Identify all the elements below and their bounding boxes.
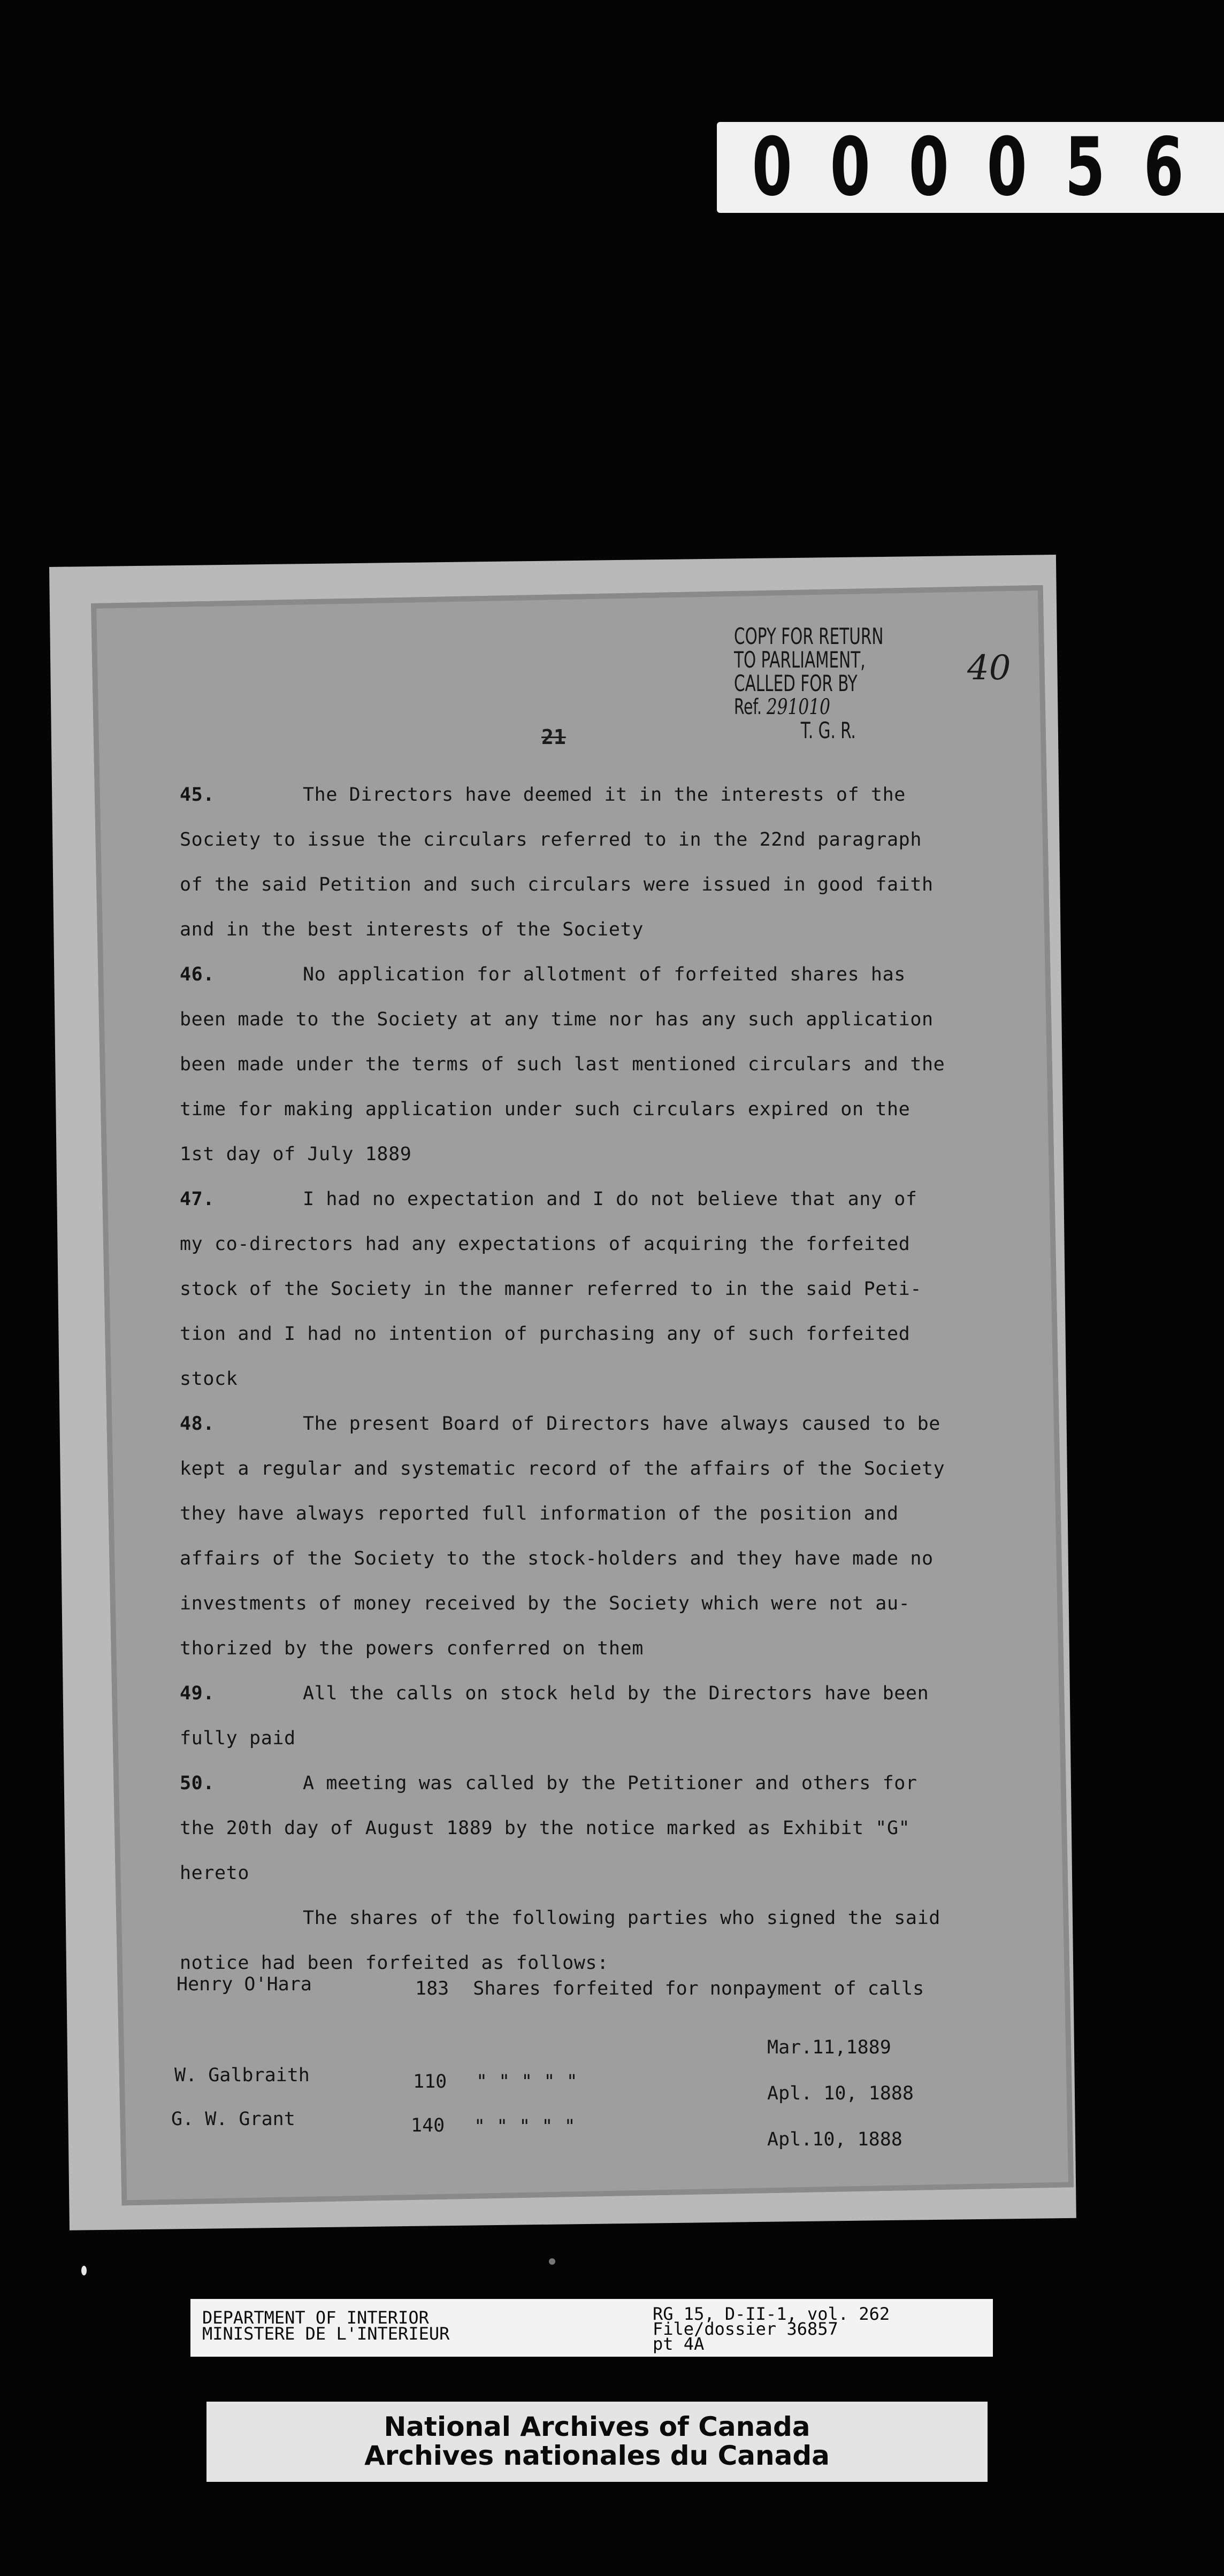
text-line: [180, 1761, 971, 1806]
text-line: [180, 1851, 971, 1896]
text-line: [180, 817, 971, 862]
table-row: [177, 1974, 312, 1995]
text-line: [180, 772, 971, 817]
text-line: [180, 1087, 971, 1132]
archive-name-fr: Archives nationales du Canada: [364, 2440, 830, 2471]
shareholder-name: G. W. Grant: [171, 2109, 295, 2130]
text-line: [180, 1536, 971, 1581]
text-line: [180, 1222, 971, 1267]
department-name: [202, 2307, 450, 2344]
file-reference: [653, 2304, 890, 2354]
paragraph-text: kept a regular and systematic record of the affairs of the Society: [180, 1458, 945, 1479]
share-count: 110: [413, 2071, 447, 2092]
ditto-marks: " " " " ": [476, 2071, 578, 2092]
frame-digit: 0: [752, 121, 792, 214]
paragraph-number: 45.: [180, 784, 215, 806]
text-line: [180, 862, 971, 907]
stamp-line: TO PARLIAMENT,: [734, 647, 866, 673]
department-en: DEPARTMENT OF INTERIOR: [202, 2307, 429, 2328]
text-line: [180, 907, 971, 952]
table-row: [415, 1978, 924, 1999]
text-line: [180, 1446, 971, 1491]
paragraph-text: time for making application under such circulars expired on the: [180, 1099, 911, 1120]
ditto-marks: " " " " ": [474, 2116, 576, 2137]
paragraph-text: the 20th day of August 1889 by the notice marked as Exhibit "G": [180, 1818, 911, 1839]
paragraph-text: The shares of the following parties who signed the said: [303, 1907, 940, 1929]
paragraph-text: been made to the Society at any time nor has any such application: [180, 1009, 934, 1030]
stamp-ref: [734, 695, 901, 719]
paragraph-text: of the said Petition and such circulars were issued in good faith: [180, 874, 934, 895]
paragraph-text: my co-directors had any expectations of acquiring the forfeited: [180, 1233, 911, 1255]
text-line: [180, 952, 971, 997]
folio-number: 40: [967, 648, 1011, 688]
paragraph-text: No application for allotment of forfeited shares has: [303, 964, 906, 985]
parliament-return-stamp: [734, 625, 901, 742]
page-number: 21: [541, 725, 566, 749]
text-line: [180, 1671, 971, 1716]
dust-speck: [81, 2266, 87, 2275]
paragraph-text: affairs of the Society to the stock-holders and they have made no: [180, 1548, 934, 1569]
paragraph-text: hereto: [180, 1862, 250, 1884]
frame-digit: 6: [1143, 121, 1184, 214]
stamp-ref-label: Ref.: [734, 695, 762, 719]
forfeit-reason: Shares forfeited for nonpayment of calls: [473, 1978, 924, 1999]
text-line: [180, 1356, 971, 1401]
paragraph-number: 49.: [180, 1683, 215, 1704]
archive-name-label: [206, 2402, 988, 2482]
frame-number: [717, 122, 1224, 213]
stamp-initials: T. G. R.: [800, 717, 856, 743]
text-line: [180, 1401, 971, 1446]
frame-digit: 0: [986, 121, 1027, 214]
forfeit-date: Apl. 10, 1888: [767, 2083, 914, 2104]
typed-text-body: [180, 772, 971, 1985]
forfeit-date: Mar.11,1889: [767, 2037, 891, 2058]
record-group: RG 15, D-II-1, vol. 262: [653, 2304, 890, 2324]
shareholder-name: Henry O'Hara: [177, 1974, 312, 1995]
stamp-line: CALLED FOR BY: [734, 670, 858, 696]
text-line: [180, 997, 971, 1042]
text-line: [180, 1177, 971, 1222]
paragraph-number: 47.: [180, 1189, 215, 1210]
archive-reference-label: [190, 2299, 993, 2357]
text-line: [180, 1716, 971, 1761]
paragraph-text: they have always reported full information of the position and: [180, 1503, 899, 1524]
file-dossier: File/dossier 36857: [653, 2319, 838, 2339]
text-line: [180, 1042, 971, 1087]
text-line: [180, 1626, 971, 1671]
dust-speck: [549, 2258, 555, 2265]
stamp-line: COPY FOR RETURN: [734, 623, 884, 649]
paragraph-text: stock: [180, 1368, 238, 1390]
paragraph-text: stock of the Society in the manner referred to in the said Peti-: [180, 1278, 922, 1300]
paragraph-number: 50.: [180, 1773, 215, 1794]
paragraph-text: notice had been forfeited as follows:: [180, 1952, 609, 1974]
frame-digit: 0: [908, 121, 949, 214]
paragraph-text: fully paid: [180, 1728, 296, 1749]
paragraph-text: been made under the terms of such last mentioned circulars and the: [180, 1054, 945, 1075]
paragraph-text: The present Board of Directors have always caused to be: [303, 1413, 940, 1435]
text-line: [180, 1896, 971, 1941]
paragraph-number: 46.: [180, 964, 215, 985]
frame-digit: 0: [830, 121, 871, 214]
text-line: [180, 1806, 971, 1851]
text-line: [180, 1267, 971, 1312]
paragraph-text: tion and I had no intention of purchasing any of such forfeited: [180, 1323, 911, 1345]
paragraph-text: A meeting was called by the Petitioner and others for: [303, 1773, 917, 1794]
paragraph-text: All the calls on stock held by the Directors have been: [303, 1683, 929, 1704]
text-line: [180, 1581, 971, 1626]
paragraph-text: 1st day of July 1889: [180, 1144, 412, 1165]
paragraph-text: thorized by the powers conferred on them: [180, 1638, 644, 1659]
share-count: 140: [411, 2115, 445, 2136]
paragraph-text: I had no expectation and I do not believe that any of: [303, 1189, 917, 1210]
paragraph-text: investments of money received by the Society which were not au-: [180, 1593, 911, 1614]
text-line: [180, 1312, 971, 1356]
paragraph-text: Society to issue the circulars referred to in the 22nd paragraph: [180, 829, 922, 850]
shareholder-name: W. Galbraith: [174, 2065, 310, 2086]
archive-name-en: National Archives of Canada: [384, 2411, 810, 2442]
text-line: [180, 1491, 971, 1536]
text-line: [180, 1132, 971, 1177]
paragraph-text: The Directors have deemed it in the interests of the: [303, 784, 906, 806]
forfeit-date: Apl.10, 1888: [767, 2129, 902, 2150]
share-count: 183: [415, 1978, 449, 1999]
department-fr: MINISTERE DE L'INTERIEUR: [202, 2324, 450, 2344]
paragraph-text: and in the best interests of the Society: [180, 919, 644, 940]
paragraph-number: 48.: [180, 1413, 215, 1435]
file-part: pt 4A: [653, 2334, 705, 2354]
frame-digit: 5: [1065, 121, 1106, 214]
stamp-ref-value: 291010: [766, 695, 830, 719]
